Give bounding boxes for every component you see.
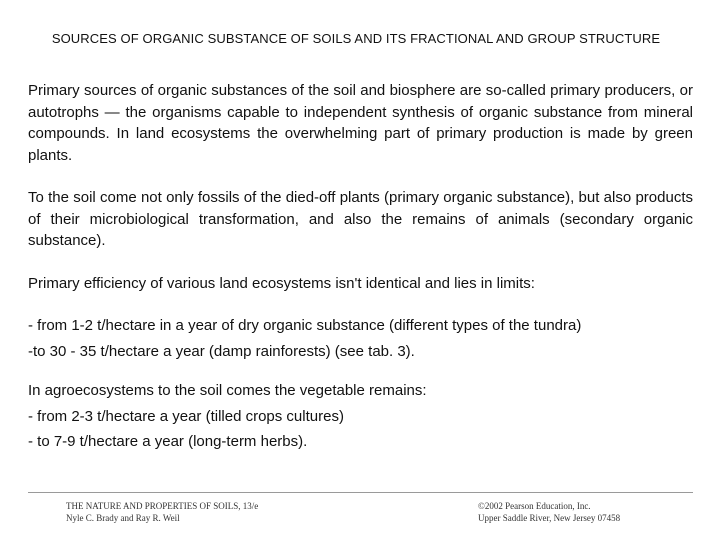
footer-publisher-credit: [478, 500, 620, 524]
footer-book-credit: [66, 500, 258, 524]
footer-authors: Nyle C. Brady and Ray R. Weil: [66, 513, 180, 523]
slide-title: SOURCES OF ORGANIC SUBSTANCE OF SOILS AND ITS FRACTIONAL AND GROUP STRUCTURE: [51, 31, 661, 46]
agro-item-herbs: - to 7-9 t/hectare a year (long-term herbs).: [28, 433, 308, 450]
footer-copyright: ©2002 Pearson Education, Inc.: [478, 501, 591, 511]
paragraph-primary-sources: Primary sources of organic substances of the soil and biosphere are so-called primary producers, or autotrophs — the organisms capable to independent synthesis of organic substance from mineral compounds. In land ecosystems the overwhelming part of primary production is made by green plants.: [28, 82, 693, 164]
agro-intro: In agroecosystems to the soil comes the vegetable remains:: [28, 382, 427, 399]
paragraph-soil-inputs: To the soil come not only fossils of the died-off plants (primary organic substance), but also products of their microbiological transformation, and also the remains of animals (secondary organic substance).: [28, 189, 693, 249]
efficiency-intro: Primary efficiency of various land ecosystems isn't identical and lies in limits:: [28, 274, 535, 292]
efficiency-item-rainforest: -to 30 - 35 t/hectare a year (damp rainforests) (see tab. 3).: [28, 342, 415, 360]
efficiency-item-tundra: - from 1-2 t/hectare in a year of dry organic substance (different types of the tundra): [28, 317, 582, 334]
agro-item-tilled: - from 2-3 t/hectare a year (tilled crops cultures): [28, 407, 344, 425]
footer-publisher-address: Upper Saddle River, New Jersey 07458: [478, 513, 621, 523]
footer-book-title: THE NATURE AND PROPERTIES OF SOILS, 13/e: [66, 501, 259, 511]
slide-body: [28, 80, 693, 453]
footer-divider: [28, 492, 693, 493]
